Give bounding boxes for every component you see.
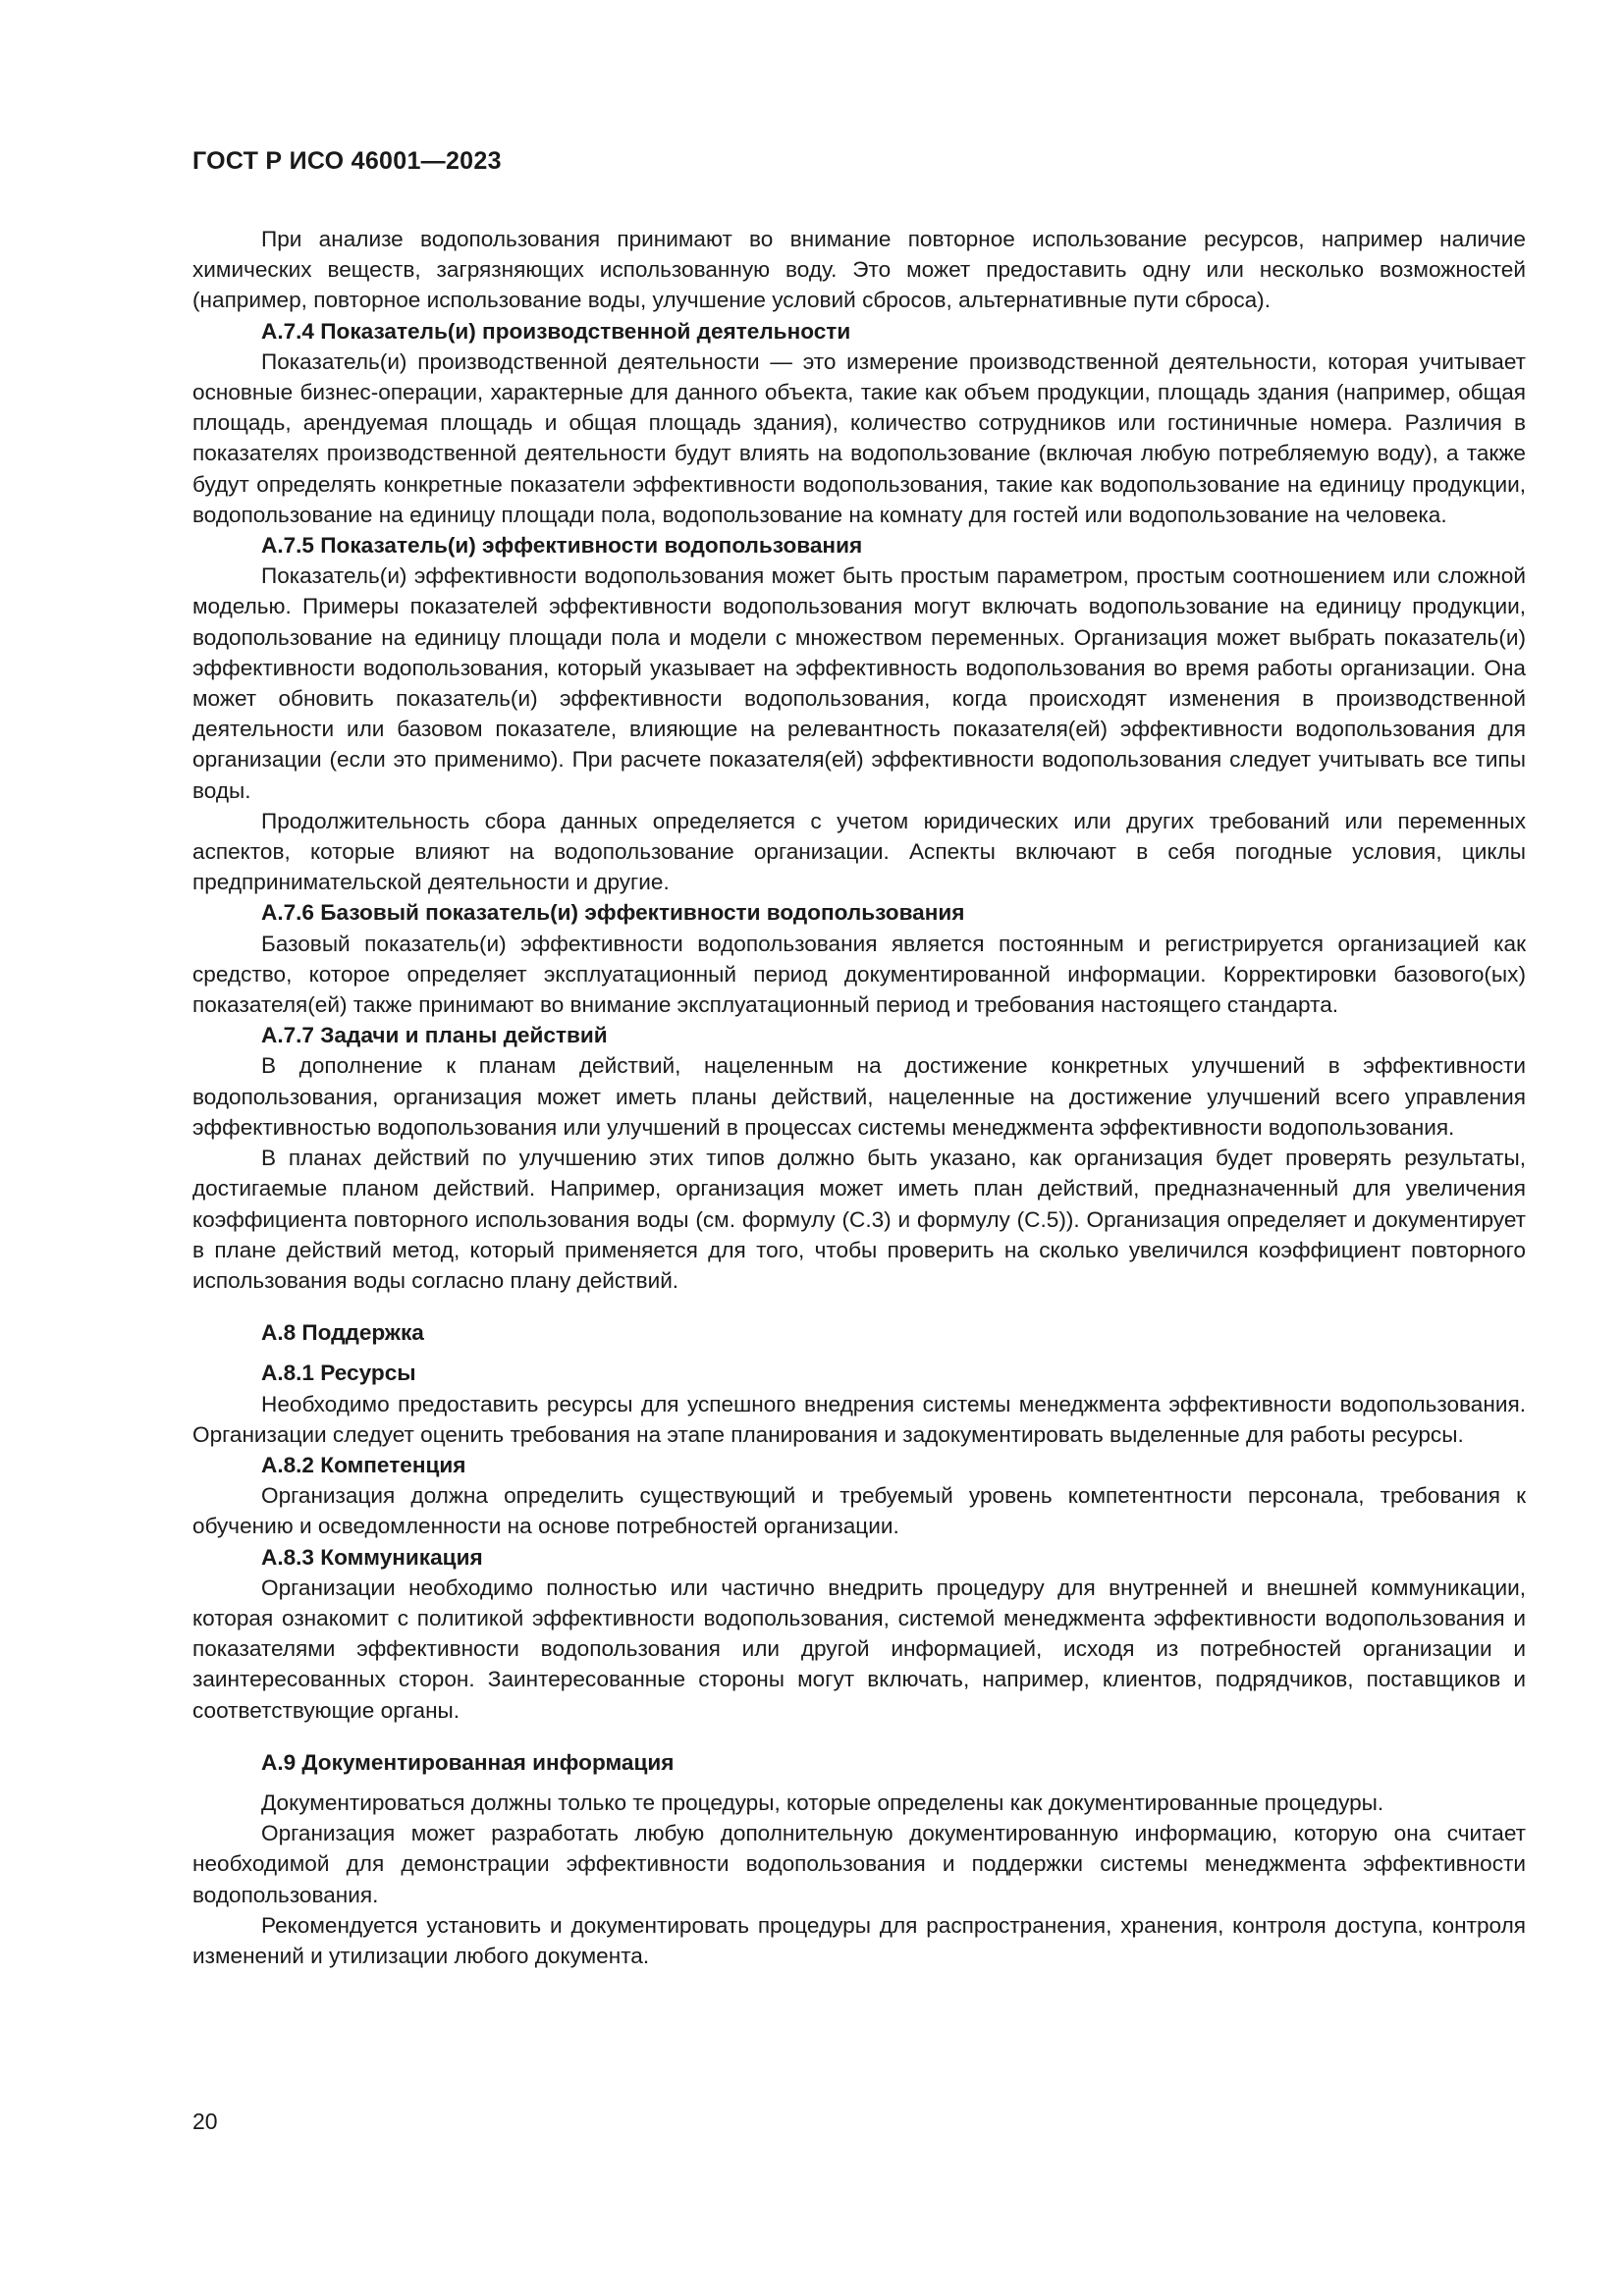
- section-heading-a-8: А.8 Поддержка: [261, 1320, 424, 1346]
- paragraph: В планах действий по улучшению этих типов должно быть указано, как организация будет проверять результаты, достигаемые планом действий. Например, организация может иметь план действий, предназначенный для увеличения коэффициента повторного использования воды (см. формулу (С.3) и формулу (С.5)). Организация определяет и документирует в плане действий метод, который применяется для того, чтобы проверить на сколько увеличился коэффициент повторного использования воды согласно плану действий.: [192, 1146, 1526, 1293]
- paragraph: Рекомендуется установить и документировать процедуры для распространения, хранения, контроля доступа, контроля изменений и утилизации любого документа.: [192, 1912, 1526, 1968]
- paragraph: Продолжительность сбора данных определяется с учетом юридических или других требований или переменных аспектов, которые влияют на водопользование организации. Аспекты включают в себя погодные условия, циклы предпринимательской деятельности и другие.: [192, 808, 1526, 895]
- section-heading-a-8-1: А.8.1 Ресурсы: [261, 1361, 416, 1386]
- section-heading-a-9: А.9 Документированная информация: [261, 1749, 675, 1775]
- paragraph: Организация должна определить существующий и требуемый уровень компетентности персонала, требования к обучению и осведомленности на основе потребностей организации.: [192, 1483, 1526, 1539]
- paragraph: Базовый показатель(и) эффективности водопользования является постоянным и регистрируется организацией как средство, которое определяет эксплуатационный период документированной информации. Корректировки базового(ых) показателя(ей) также принимают во внимание эксплуатационный период и требования настоящего стандарта.: [192, 931, 1526, 1018]
- paragraph: Необходимо предоставить ресурсы для успешного внедрения системы менеджмента эффективности водопользования. Организации следует оценить требования на этапе планирования и задокументировать выделенные для работы ресурсы.: [192, 1391, 1526, 1447]
- paragraph: При анализе водопользования принимают во внимание повторное использование ресурсов, например наличие химических веществ, загрязняющих использованную воду. Это может предоставить одну или несколько возможностей (например, повторное использование воды, улучшение условий сбросов, альтернативные пути сброса).: [192, 227, 1526, 313]
- section-heading-a-7-7: А.7.7 Задачи и планы действий: [261, 1023, 608, 1048]
- section-heading-a-8-3: А.8.3 Коммуникация: [261, 1544, 483, 1570]
- paragraph: В дополнение к планам действий, нацеленным на достижение конкретных улучшений в эффективности водопользования, организация может иметь планы действий, нацеленные на достижение улучшений всего управления эффективностью водопользования или улучшений в процессах системы менеджмента эффективности водопользования.: [192, 1053, 1526, 1140]
- paragraph: Организации необходимо полностью или частично внедрить процедуру для внутренней и внешней коммуникации, которая ознакомит с политикой эффективности водопользования, системой менеджмента эффективности водопользования и показателями эффективности водопользования или другой информацией, исходя из потребностей организации и заинтересованных сторон. Заинтересованные стороны могут включать, например, клиентов, подрядчиков, поставщиков и соответствующие органы.: [192, 1575, 1526, 1723]
- section-heading-a-7-4: А.7.4 Показатель(и) производственной деятельности: [261, 318, 851, 344]
- paragraph: Показатель(и) производственной деятельности — это измерение производственной деятельности, которая учитывает основные бизнес-операции, характерные для данного объекта, такие как объем продукции, площадь здания (например, общая площадь, арендуемая площадь и общая площадь здания), количество сотрудников или гостиничные номера. Различия в показателях производственной деятельности будут влиять на водопользование (включая любую потребляемую воду), а также будут определять конкретные показатели эффективности водопользования, такие как водопользование на единицу продукции, водопользование на единицу площади пола, водопользование на комнату для гостей или водопользование на человека.: [192, 348, 1526, 527]
- paragraph: Показатель(и) эффективности водопользования может быть простым параметром, простым соотношением или сложной моделью. Примеры показателей эффективности водопользования могут включать водопользование на единицу продукции, водопользование на единицу площади пола и модели с множеством переменных. Организация может выбрать показатель(и) эффективности водопользования, который указывает на эффективность водопользования во время работы организации. Она может обновить показатель(и) эффективности водопользования, когда происходят изменения в производственной деятельности или базовом показателе, влияющие на релевантность показателя(ей) эффективности водопользования для организации (если это применимо). При расчете показателя(ей) эффективности водопользования следует учитывать все типы воды.: [192, 563, 1526, 803]
- document-body: [192, 224, 1526, 1971]
- section-heading-a-7-5: А.7.5 Показатель(и) эффективности водопользования: [261, 533, 863, 559]
- paragraph: Организация может разработать любую дополнительную документированную информацию, которую она считает необходимой для демонстрации эффективности водопользования и поддержки системы менеджмента эффективности водопользования.: [192, 1821, 1526, 1907]
- page-number: 20: [192, 2109, 218, 2134]
- document-header: ГОСТ Р ИСО 46001—2023: [192, 147, 502, 175]
- section-heading-a-7-6: А.7.6 Базовый показатель(и) эффективности водопользования: [261, 900, 965, 926]
- paragraph: Документироваться должны только те процедуры, которые определены как документированные процедуры.: [261, 1789, 1384, 1815]
- section-heading-a-8-2: А.8.2 Компетенция: [261, 1452, 466, 1477]
